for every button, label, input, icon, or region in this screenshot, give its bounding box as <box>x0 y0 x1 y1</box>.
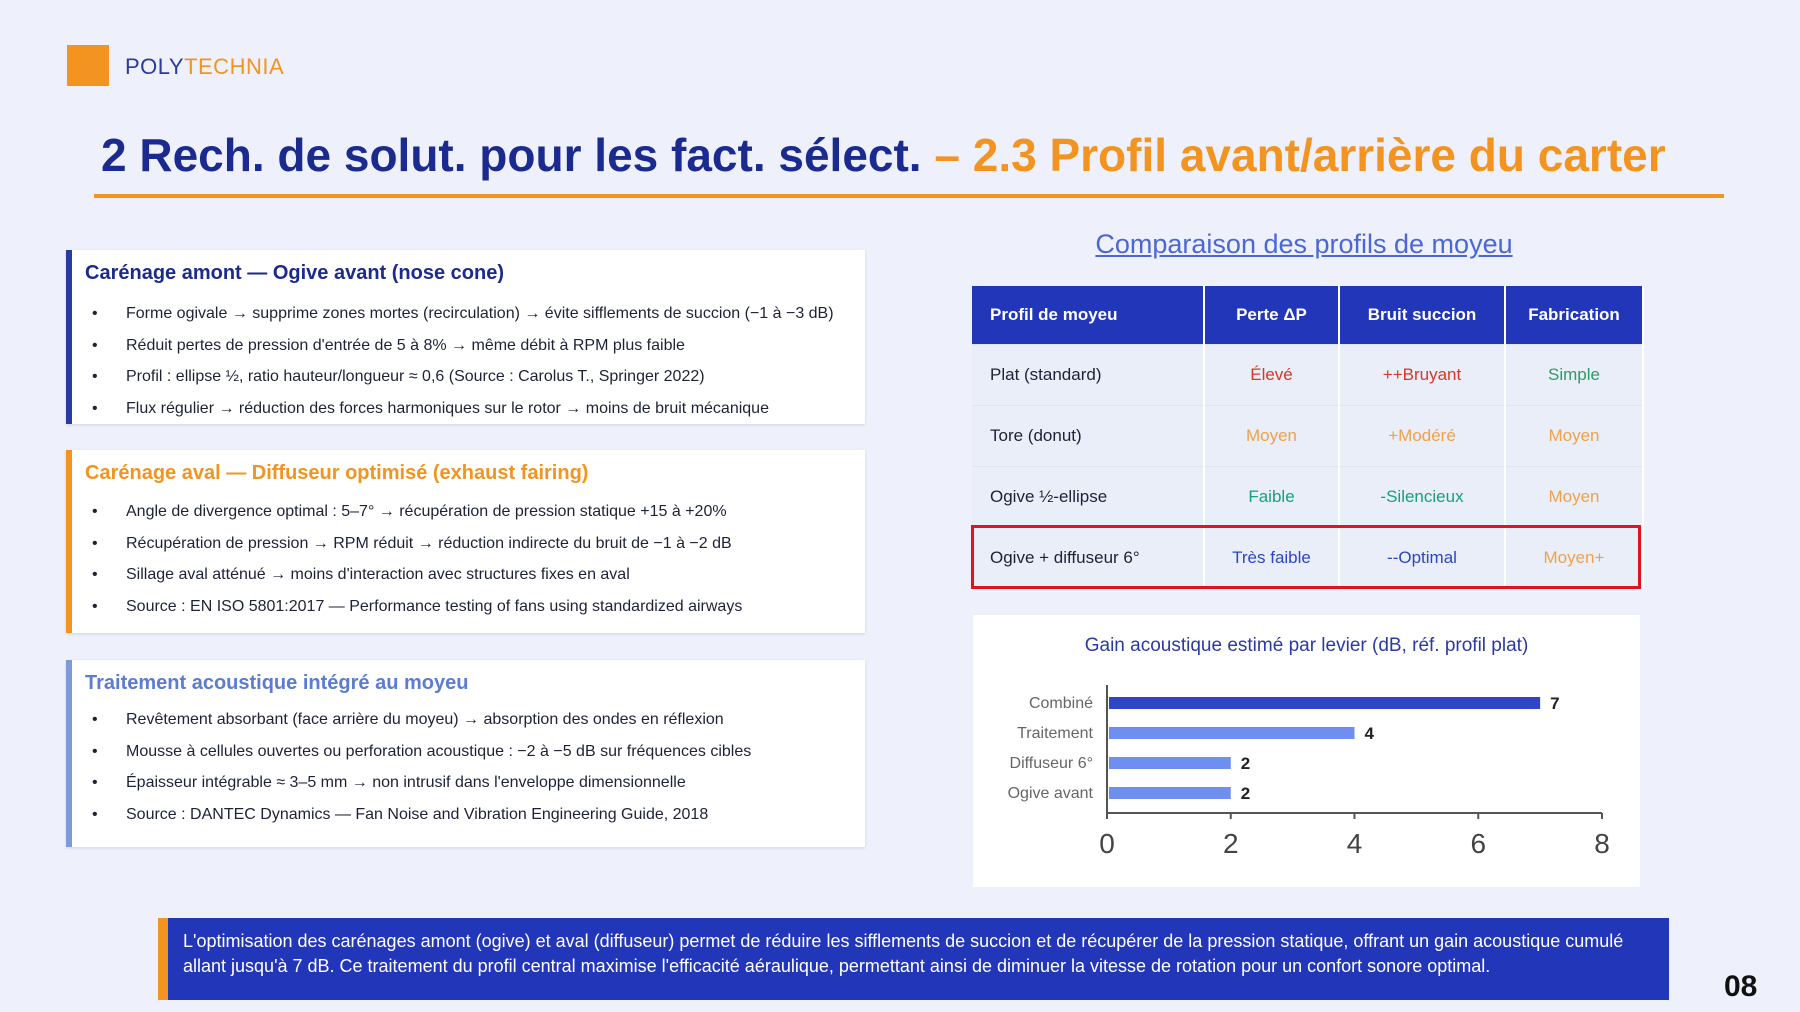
card-bullet: • Mousse à cellules ouvertes ou perforation acoustique : −2 à −5 dB sur fréquences cibles <box>92 736 857 768</box>
card-bullet: • Réduit pertes de pression d'entrée de 5 à 8% → même débit à RPM plus faible <box>92 330 857 362</box>
slide-title-separator: – <box>921 129 973 181</box>
card-accent-bar <box>66 250 72 424</box>
table-header-cell: Bruit succion <box>1339 286 1505 345</box>
card-accent-bar <box>66 450 72 633</box>
card-bullet-list <box>92 704 857 830</box>
table-header-cell: Perte ΔP <box>1204 286 1339 345</box>
card-bullet-list <box>92 298 857 424</box>
chart-bar <box>1109 697 1540 709</box>
card-acoustic-treatment <box>66 660 865 847</box>
table-cell-perte: Faible <box>1204 467 1339 528</box>
card-bullet: • Sillage aval atténué → moins d'interaction avec structures fixes en aval <box>92 559 857 591</box>
table-header-cell: Fabrication <box>1505 286 1643 345</box>
chart-category-label: Diffuseur 6° <box>1009 755 1093 772</box>
card-bullet: • Source : DANTEC Dynamics — Fan Noise and Vibration Engineering Guide, 2018 <box>92 799 857 831</box>
table-cell-fabrication: Simple <box>1505 345 1643 406</box>
table-header-cell: Profil de moyeu <box>972 286 1204 345</box>
table-cell-bruit: --Optimal <box>1339 528 1505 589</box>
card-heading: Traitement acoustique intégré au moyeu <box>85 672 469 694</box>
title-underline <box>94 194 1724 198</box>
chart-data-label: 7 <box>1550 694 1560 713</box>
card-heading: Carénage amont — Ogive avant (nose cone) <box>85 262 504 284</box>
card-bullet: • Angle de divergence optimal : 5–7° → récupération de pression statique +15 à +20% <box>92 496 857 528</box>
chart-data-label: 2 <box>1240 784 1251 803</box>
card-bullet: • Épaisseur intégrable ≈ 3–5 mm → non intrusif dans l'enveloppe dimensionnelle <box>92 767 857 799</box>
table-cell-fabrication: Moyen <box>1505 467 1643 528</box>
card-bullet-list <box>92 496 857 622</box>
chart-data-label: 2 <box>1240 754 1251 773</box>
card-bullet: • Flux régulier → réduction des forces harmoniques sur le rotor → moins de bruit mécanique <box>92 393 857 425</box>
chart-x-tick-label: 2 <box>1222 828 1239 859</box>
card-heading: Carénage aval — Diffuseur optimisé (exhaust fairing) <box>85 462 589 484</box>
slide-title-main: 2 Rech. de solut. pour les fact. sélect. <box>101 129 922 181</box>
summary-accent-bar <box>158 918 168 1000</box>
brand-name <box>125 54 284 80</box>
card-accent-bar <box>66 660 72 847</box>
card-bullet: • Profil : ellipse ½, ratio hauteur/longueur ≈ 0,6 (Source : Carolus T., Springer 2022) <box>92 361 857 393</box>
table-cell-bruit: ++Bruyant <box>1339 345 1505 406</box>
table-row <box>972 406 1643 467</box>
summary-banner <box>158 918 1669 1000</box>
chart-bar <box>1109 727 1355 739</box>
chart-bar <box>1109 787 1231 799</box>
chart-title: Gain acoustique estimé par levier (dB, réf. profil plat) <box>1084 635 1529 656</box>
chart-data-label: 4 <box>1364 724 1374 743</box>
card-exhaust-fairing <box>66 450 865 633</box>
brand-name-part1: POLY <box>125 54 185 79</box>
chart-category-label: Combiné <box>1028 695 1093 712</box>
table-cell-profile: Ogive ½-ellipse <box>972 467 1204 528</box>
table-cell-bruit: -Silencieux <box>1339 467 1505 528</box>
table-cell-profile: Ogive + diffuseur 6° <box>972 528 1204 589</box>
chart-x-tick-label: 6 <box>1470 828 1487 859</box>
card-bullet: • Récupération de pression → RPM réduit → réduction indirecte du bruit de −1 à −2 dB <box>92 528 857 560</box>
page-number: 08 <box>1724 970 1758 1003</box>
comparison-title: Comparaison des profils de moyeu <box>1095 229 1513 259</box>
table-cell-fabrication: Moyen <box>1505 406 1643 467</box>
table-cell-bruit: +Modéré <box>1339 406 1505 467</box>
table-cell-perte: Très faible <box>1204 528 1339 589</box>
card-bullet: • Revêtement absorbant (face arrière du moyeu) → absorption des ondes en réflexion <box>92 704 857 736</box>
brand-name-part2: TECHNIA <box>184 54 285 79</box>
table-header-row <box>972 286 1643 345</box>
card-bullet: • Source : EN ISO 5801:2017 — Performance testing of fans using standardized airways <box>92 591 857 623</box>
chart-x-tick-label: 8 <box>1594 828 1610 859</box>
table-cell-profile: Tore (donut) <box>972 406 1204 467</box>
chart-x-tick-label: 4 <box>1346 828 1363 859</box>
chart-bar <box>1109 757 1231 769</box>
chart-x-tick-label: 0 <box>1099 828 1115 859</box>
summary-text: L'optimisation des carénages amont (ogive) et aval (diffuseur) permet de réduire les sifflements de succion et de récupérer de la pression statique, offrant un gain acoustique cumulé allant jusqu'à 7 dB. Ce traitement du profil central maximise l'efficacité aéraulique, permettant ainsi de diminuer la vitesse de rotation pour un confort sonore optimal. <box>183 931 1624 976</box>
highlight-box <box>971 525 1641 589</box>
chart-category-label: Ogive avant <box>1007 785 1093 802</box>
card-bullet: • Forme ogivale → supprime zones mortes (recirculation) → évite sifflements de succion (−1 à −3 dB) <box>92 298 857 330</box>
chart-category-label: Traitement <box>1017 725 1093 742</box>
table-row <box>972 467 1643 528</box>
card-nose-cone <box>66 250 865 424</box>
table-cell-profile: Plat (standard) <box>972 345 1204 406</box>
brand-logo-square <box>67 45 109 86</box>
table-row <box>972 345 1643 406</box>
gain-chart-panel <box>973 615 1640 887</box>
table-cell-perte: Élevé <box>1204 345 1339 406</box>
slide-title-sub: 2.3 Profil avant/arrière du carter <box>972 129 1666 181</box>
slide-title <box>101 128 1666 182</box>
table-cell-perte: Moyen <box>1204 406 1339 467</box>
table-cell-fabrication: Moyen+ <box>1505 528 1643 589</box>
gain-bar-chart <box>973 615 1640 887</box>
